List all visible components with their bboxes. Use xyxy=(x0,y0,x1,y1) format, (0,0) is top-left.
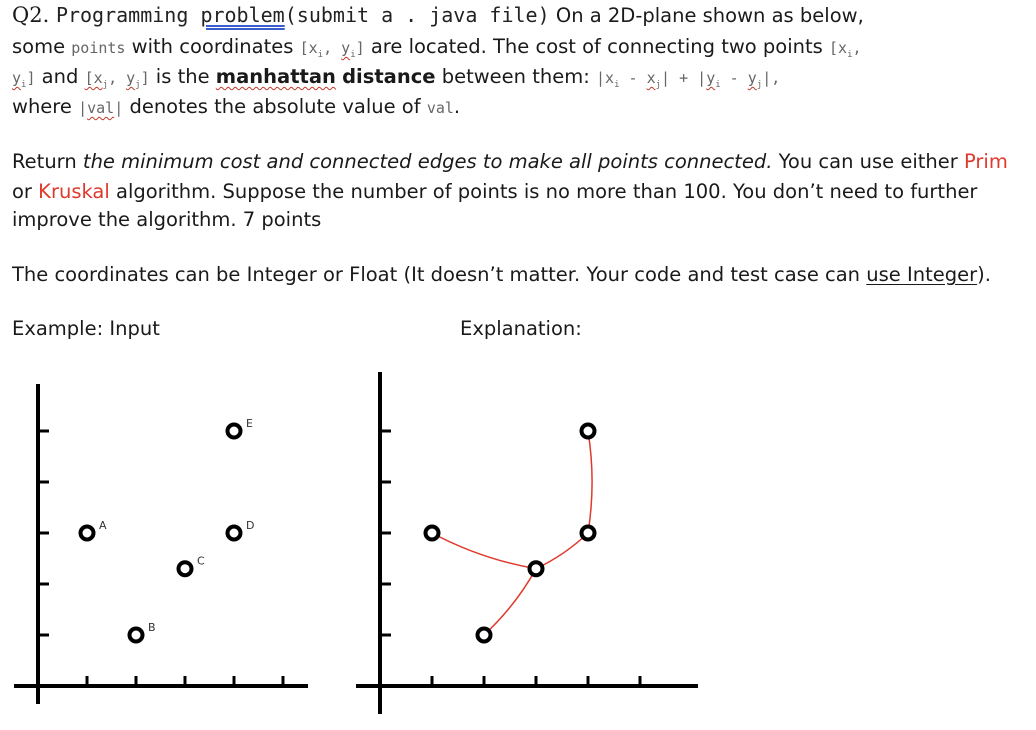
code-coord-j: [$x_j$, $y_j$] xyxy=(84,69,150,90)
text-span: some xyxy=(12,35,72,58)
term-manhattan: manhattan xyxy=(215,65,336,88)
data-point xyxy=(478,629,491,642)
code-formula: $|x_i - x_j| + |y_i - y_j|$, xyxy=(596,69,781,90)
code-val: val xyxy=(426,99,454,117)
data-point xyxy=(130,629,143,642)
code-coord: [$x_i$, $y_i$] xyxy=(299,39,365,60)
data-point xyxy=(81,527,94,540)
explanation-label: Explanation: xyxy=(460,317,582,340)
text-span: improve the algorithm. 7 points xyxy=(12,208,322,231)
text-span: The coordinates can be Integer or Float (It doesn’t matter. Your code and test case can xyxy=(12,263,867,286)
code-coord-start: [$x_i$, xyxy=(829,39,862,60)
data-point xyxy=(582,527,595,540)
term-distance: distance xyxy=(342,65,436,88)
input-plot xyxy=(14,384,308,704)
mst-edge xyxy=(484,569,536,635)
text-span: denotes the absolute value of xyxy=(123,95,427,118)
title-word-programming: Programming xyxy=(55,3,201,27)
algo-kruskal: Kruskal xyxy=(38,180,110,203)
submit-note: (submit a . java file) xyxy=(284,3,550,27)
code-points: points xyxy=(71,39,126,57)
mst-edge xyxy=(432,533,536,569)
point-label: D xyxy=(246,519,255,532)
text-span: Return xyxy=(12,150,83,173)
text-span: ). xyxy=(977,263,991,286)
code-coord-end: $y_i$] xyxy=(12,69,36,90)
question-number: Q2. xyxy=(12,3,56,27)
data-point xyxy=(530,562,543,575)
text-span: is the xyxy=(149,65,216,88)
data-point xyxy=(228,527,241,540)
text-span: with coordinates xyxy=(125,35,300,58)
text-span: You can use either xyxy=(772,150,964,173)
text-span: or xyxy=(12,180,39,203)
point-label: C xyxy=(197,554,205,568)
mst-edge xyxy=(536,533,588,569)
data-point xyxy=(426,527,439,540)
use-integer: use Integer xyxy=(866,263,978,286)
mst-edge xyxy=(588,431,592,533)
explanation-plot xyxy=(356,372,698,714)
point-label: B xyxy=(148,621,156,634)
algo-prim: Prim xyxy=(964,150,1008,173)
text-span: where xyxy=(12,95,79,118)
data-point xyxy=(582,425,595,438)
point-label: E xyxy=(246,417,253,430)
data-point xyxy=(228,425,241,438)
text-span: are located. The cost of connecting two points xyxy=(364,35,830,58)
code-abs-val: |val| xyxy=(78,99,124,117)
text-span: and xyxy=(35,65,85,88)
point-label: A xyxy=(99,519,107,532)
task-goal: the minimum cost and connected edges to make all points connected. xyxy=(82,150,773,173)
title-word-problem: problem xyxy=(200,3,285,27)
text-span: . xyxy=(453,95,461,118)
data-point xyxy=(179,562,192,575)
title-tail: On a 2D-plane shown as below, xyxy=(549,4,864,27)
text-span: algorithm. Suppose the number of points is no more than 100. You don’t need to further xyxy=(109,180,978,203)
example-input-label: Example: Input xyxy=(12,317,160,340)
text-span: between them: xyxy=(435,65,596,88)
